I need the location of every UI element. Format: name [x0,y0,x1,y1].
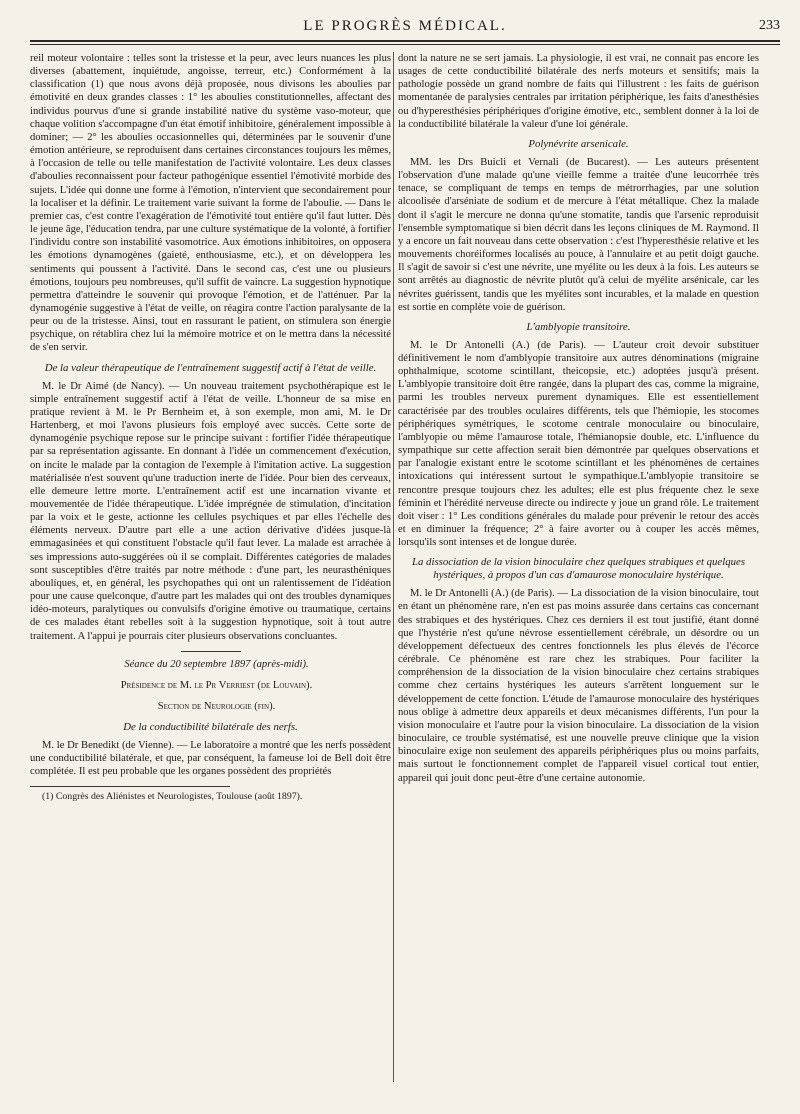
right-paragraph-amblyopie: M. le Dr Antonelli (A.) (de Paris). — L'auteur croit devoir substituer définitivement le nom d'amblyopie transitoire aux autres dénominations (migraine ophthalmique, scotome scintillant, theicopsie, etc.) adoptées jusqu'à présent. L'amblyopie transitoire doit être rangée, dans la plupart des cas, comme la migraine, parmi les troubles nerveux purement dynamiques. Elle est essentiellement caractérisée par des troubles oculaires différents, tels que l'hémiopie, les stocomes périphériques symétriques, le scotome centrale monoculaire ou binoculaire, l'amblyopie ou même l'amaurose totale, l'hémianopsie double, etc. L'influence du sympathique sur cette affection serait bien démontrée par quelques observations et par l'analogie existant entre le scotome scintillant et les phénomènes de certaines intoxications qui intéressent surtout le sympathique.L'amblyopie transitoire se rencontre presque toujours chez les adultes; elle est plus fréquente chez le sexe féminin et l'hérédité nerveuse directe ou indirecte y joue un grand rôle. Le traitement doit viser : 1° Les conditions générales du malade pour prévenir le retour des accès et en diminuer la fréquence; 2° à faire avorter ou à couper les accès mêmes, lorsqu'ils sont intenses et de longue durée. [398,339,759,549]
footnote-rule [30,786,230,787]
right-column [398,52,759,1092]
left-paragraph-benedikt: M. le Dr Benedikt (de Vienne). — Le laboratoire a montré que les nerfs possèdent une conductibilité bilatérale, et que, par conséquent, la fameuse loi de Bell doit être complétée. Il est peu probable que les organes possèdent des propriétés [30,739,391,778]
header-rule-thin [30,44,780,45]
right-paragraph-polynevrite: MM. les Drs Buicli et Vernali (de Bucarest). — Les auteurs présentent l'observation d'une malade qu'une vieille femme a traitée d'une leucorrhée très tenace, se compliquant de temps en temps de métrorrhagies, par une solution alcoolisée d'arséniate de sodium et de mercure à l'état métallique. Chez la malade dont il s'agit le mercure ne donna qu'une stomatite, tandis que l'arsenic reproduisit l'ensemble symptomatique si bien décrit dans les leçons cliniques de M. Raymond. Il y a encore un fait nouveau dans cette observation : c'est l'hyperesthésie relative et les mouvements choréiformes localisés au pouce, à l'annulaire et au petit doigt gauche. Il s'agit de savoir si c'est une névrite, une myélite ou les deux à la fois. Les auteurs se sont arrêtés au diagnostic de névrite plutôt qu'à celui de myélite arsénicale, car les névrites guérissent, tandis que les myélites sont incurables, et la malade en question est sortie en complète voie de guérison. [398,156,759,313]
left-paragraph-aime: M. le Dr Aimé (de Nancy). — Un nouveau traitement psychothérapique est le simple entraînement suggestif actif à l'état de veille. L'honneur de sa mise en pratique revient à M. le Pr Bernheim et, à son exemple, mon ami, M. le Dr Hartenberg, et moi l'avons plusieurs fois employé avec succès. Cette sorte de dynamogénie psychique repose sur le principe suivant : fortifier l'idée thérapeutique par sa représentation agissante. En donnant à l'idée un commencement d'exécution, on incite le malade par la contagion de l'exemple à l'imitation active. La suggestion matérialisée n'est souvent qu'une traduction inerte de l'idée. Pour bien des cerveaux, elle demeure lettre morte. L'entraînement actif est une incarnation vivante et mouvementée de l'idée thérapeutique. L'idée imprégnée de stimulation, d'incitation par la voix et le geste, actionne les cellules psychiques et par elles l'échelle des éléments nerveux. D'autre part elle a une action dérivative d'idées jusque-là emmagasinées et qui constituent l'obstacle qu'il faut lever. La malade est arrachée à ses impressions auto-suggérées où il se complait. Différentes catégories de malades sont susceptibles d'être traités par notre méthode : d'une part, les neurasthéniques aboulíques, et, en général, les psychopathes qui ont un ralentissement de l'idéation pour une cause quelconque, d'autre part les malades qui ont des troubles dynamiques idéo-moteurs, paralytiques ou convulsifs d'origine émotive ou traumatique, certains de ces malades étant rebelles soit à la suggestion hypnotique, soit à tout autre traitement. A l'appui je pourrais citer plusieurs observations concluantes. [30,380,391,642]
heading-polynevrite: Polynévrite arsenicale. [528,137,629,150]
heading-amblyopie: L'amblyopie transitoire. [526,320,631,333]
running-header [30,18,780,40]
right-paragraph-dissociation: M. le Dr Antonelli (A.) (de Paris). — La dissociation de la vision binoculaire, tout en étant un phénomène rare, n'en est pas moins assurée dans certains cas concernant des strabiques et des hystériques. Chez ces derniers il est tout justifié, étant donné que l'hystérie n'est qu'une névrose essentiellement cérébrale, un désordre ou un développement défectueux des centres fonctionnels les plus élevés de l'écorce cérébrale. Ce phénomène est rare chez les strabiques. Pour faciliter la compréhension de la dissociation de la vision binoculaire chez certains strabiques comme chez certains hystériques les auteurs s'arrêtent longuement sur le développement de cette fonction. L'étude de l'amaurose monoculaire des hystériques nous oblige à admettre deux appareils et deux mécanismes différents, l'un pour la vision monoculaire et l'autre pour la vision binoculaire. La dissociation de la vision binoculaire, ce trouble systématisé, est une nouvelle preuve clinique que la vision binoculaire exige non seulement des appareils périphériques plus ou moins parfaits, mais surtout le fonctionnement complet de l'appareil visuel cortical tout entier, appareil qui jouit donc peut-être d'une certaine autonomie. [398,588,759,784]
right-paragraph-conductibilite-cont: dont la nature ne se sert jamais. La physiologie, il est vrai, ne connait pas encore les usages de cette conductibilité bilatérale des nerfs moteurs et sensitifs; mais la pathologie possède un grand nombre de faits qui l'illustrent : les faits de guérison momentanée de paralysies centrales par irritation périphérique, les faits d'anesthésies ou d'hyperesthésies périphériques d'origine émotive, etc., semblent donner à la loi de la conductibilité bilatérale la valeur d'une loi générale. [398,53,759,130]
presidence-line: Présidence de M. le Pr Verriest (de Louvain). [120,679,313,691]
heading-dissociation: La dissociation de la vision binoculaire chez quelques strabiques et quelques hystériques, à propos d'un cas d'amaurose monoculaire hystérique. [411,556,746,582]
section-neurologie: Section de Neurologie (fin). [157,700,276,712]
page-number: 233 [759,18,780,33]
left-paragraph-aboulies: reil moteur volontaire : telles sont la tristesse et la peur, avec leurs nuances les plus diverses (abattement, inquiétude, angoisse, terreur, etc.) Conformément à la classification (1) que nous avons déjà proposée, nous divisons les aboulies par émotivité en deux grandes classes : 1° les aboulies constitutionnelles, affectant des individus pourvus d'une si grande instabilité native du système vaso-moteur, que chaque volition s'accompagne d'un état émotif inhibitoire, généralement impossible à dominer; — 2° les aboulies occasionnelles qui, déterminées par le souvenir d'une émotion antérieure, se reproduisent dans certaines circonstances toujours les mêmes, à l'occasion de telle ou telle manifestation de l'activité volontaire. Les deux classes d'aboulies reconnaissent pour facteur pathogénique essentiel l'émotivité morbide des sujets. L'idée qui donne une forme à l'émotion, n'intervient que secondairement pour la localiser et la définir. Le traitement varie suivant la forme de l'aboulie. — Dans le premier cas, c'est contre l'exagération de l'émotivité tout entière qu'il faut lutter. Dès le jeune âge, l'éducation tendra, par une culture systématique de la volonté, à fortifier l'individu contre son instabilité vasomotrice. Aux émotions inhibitoires, on opposera les émotions dynamogènes (gaieté, enthousiasme, etc.), et on développera les sentiments qui poussent à l'activité. Dans le second cas, c'est une ou plusieurs émotions, toujours peu nombreuses, qu'il suffit de vaincre. La suggestion hypnotique permettra d'atteindre le souvenir qui provoque l'émotion, et de l'atténuer. Par la dynamogénie suggestive à l'état de veille, on réagira contre l'action paralysante de la peur ou de la tristesse. Ainsi, tout en rassurant le patient, on stimulera son énergie psychique, on rétablira chez lui la mémoire motrice et on le mettra dans la nécessité de s'en servir. [30,53,391,354]
heading-conductibilite: De la conductibilité bilatérale des nerfs. [123,720,298,733]
heading-entrainement-suggestif: De la valeur thérapeutique de l'entraînement suggestif actif à l'état de veille. [44,361,377,374]
header-rule [30,40,780,42]
journal-title: LE PROGRÈS MÉDICAL. [303,18,507,34]
column-separator [393,52,394,1082]
session-date: Séance du 20 septembre 1897 (après-midi). [124,658,309,670]
section-divider [181,651,241,652]
footnote: (1) Congrès des Aliénistes et Neurologistes, Toulouse (août 1897). [42,791,303,803]
left-column [30,52,391,1092]
